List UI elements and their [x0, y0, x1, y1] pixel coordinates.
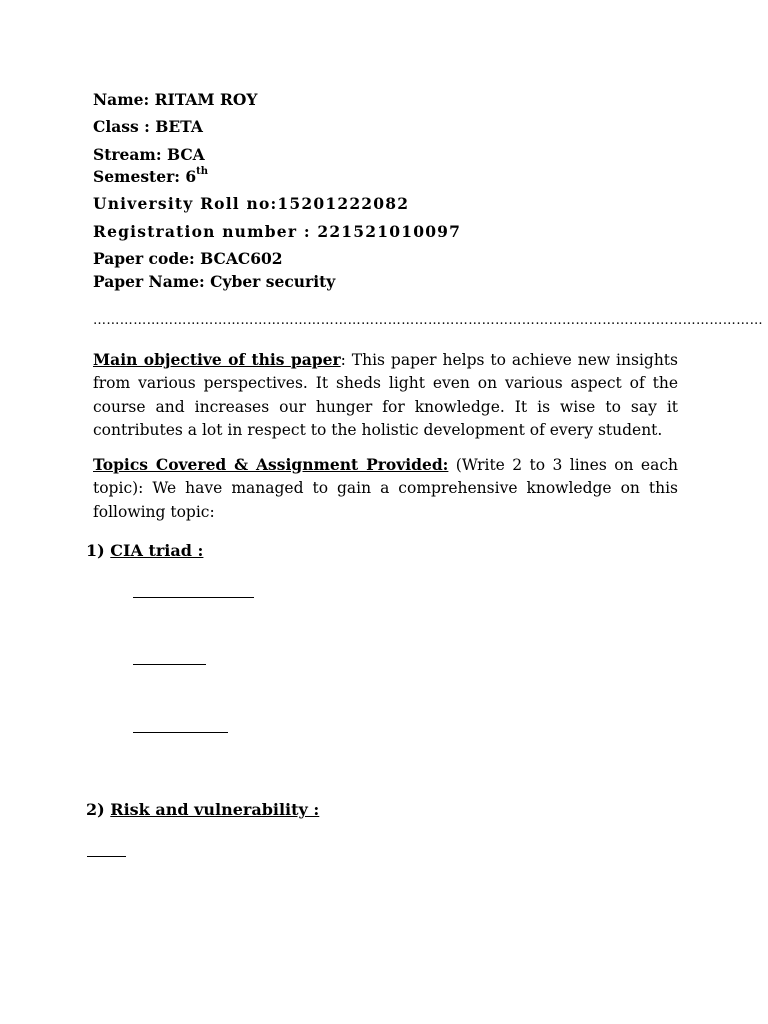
topics-intro-label: Topics Covered & Assignment Provided: — [93, 455, 449, 474]
objective-paragraph — [93, 348, 678, 442]
stream-line: Stream: BCA — [93, 145, 205, 164]
topic-title: CIA triad : — [110, 541, 204, 560]
class-line: Class : BETA — [93, 117, 203, 136]
semester-label: Semester: 6 — [93, 167, 197, 186]
topic-number: 1) — [86, 541, 111, 560]
paper-code-line: Paper code: BCAC602 — [93, 249, 283, 268]
topic-heading-cia-triad — [86, 541, 203, 561]
answer-blank — [133, 664, 206, 665]
topic-number: 2) — [86, 800, 111, 819]
topic-heading-risk-vulnerability — [86, 800, 319, 820]
student-name: Name: RITAM ROY — [93, 90, 258, 109]
registration-line: Registration number : 221521010097 — [93, 222, 462, 241]
topics-intro-paragraph — [93, 453, 678, 524]
semester-superscript: th — [196, 165, 209, 177]
university-roll-line: University Roll no:15201222082 — [93, 194, 410, 213]
objective-label: Main objective of this paper — [93, 350, 341, 369]
topics-intro-text: (Write 2 to 3 lines on each topic): We have managed to gain a comprehensive knowledge on this following topic: — [93, 456, 679, 521]
answer-blank — [133, 597, 254, 598]
dotted-separator: …………………………………………………………………………………………………………………………………… — [93, 313, 763, 328]
paper-name-line: Paper Name: Cyber security — [93, 272, 336, 291]
answer-blank — [133, 732, 228, 733]
semester-line — [93, 167, 208, 187]
objective-text: : This paper helps to achieve new insights from various perspectives. It sheds light even on various aspect of the course and increases our hunger for knowledge. It is wise to say it contributes a lot in respect to the holistic development of every student. — [93, 351, 678, 439]
topic-title: Risk and vulnerability : — [110, 800, 320, 819]
answer-blank — [87, 856, 126, 857]
